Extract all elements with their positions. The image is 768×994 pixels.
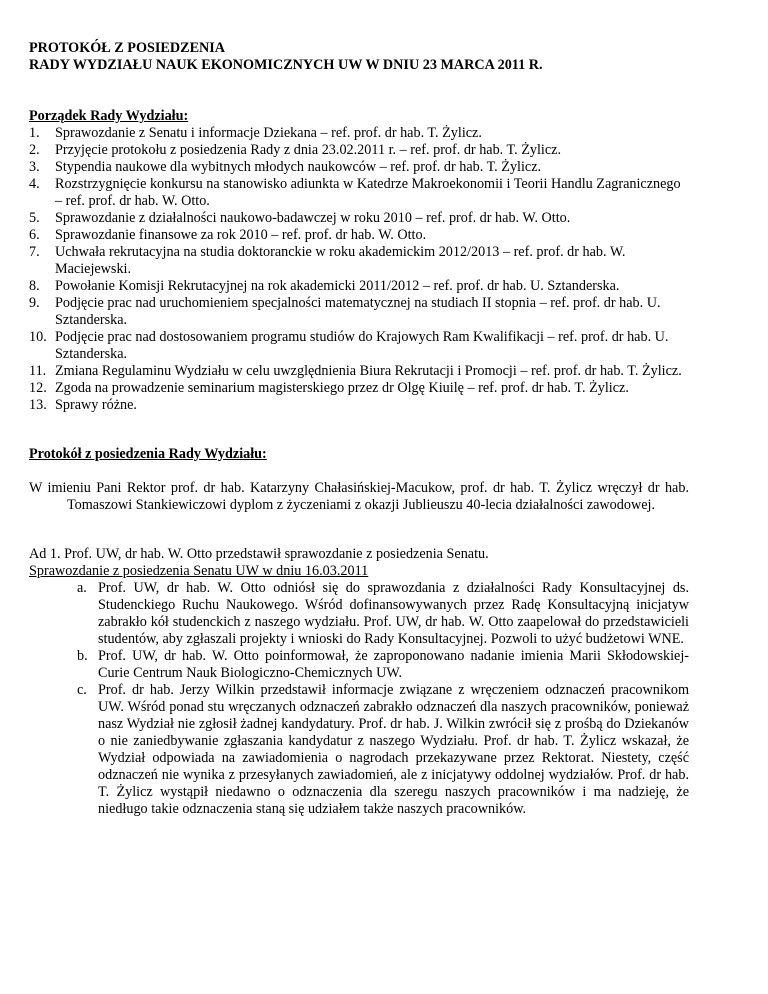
agenda-item-text: Podjęcie prac nad uruchomieniem specjalności matematycznej na studiach II stopnia – ref. prof. dr hab. U. Sztanderska.	[55, 295, 661, 328]
agenda-item	[29, 125, 689, 142]
senat-report-item	[77, 648, 689, 682]
senat-report-item-number: b.	[77, 648, 88, 664]
agenda-item	[29, 159, 689, 176]
agenda-item-number: 1.	[29, 125, 40, 141]
senat-report-item-number: c.	[77, 682, 87, 698]
senat-report-item-text: Prof. dr hab. Jerzy Wilkin przedstawił informacje związane z wręczeniem odznaczeń pracownikom UW. Wśród ponad stu wręczanych odznaczeń zabrakło odznaczeń dla naszych pracowników, ponieważ nasz Wydział nie zgłosił żadnej kandydatury. Prof. dr hab. J. Wilkin zwrócił się z prośbą do Dziekanów o nie zaniedbywanie zgłaszania kandydatur z naszego Wydziału. Prof. dr hab. T. Żylicz wskazał, że Wydział odpowiada na zawiadomienia o nagrodach przekazywane przez Rektorat. Niestety, część odznaczeń nie wynika z przesyłanych zawiadomień, ale z inicjatywy oddolnej wydziałów. Prof. dr hab. T. Żylicz wystąpił niedawno o odznaczenia dla szeregu naszych pracowników i ma nadzieję, że niedługo takie odznaczenia staną się udziałem także naszych pracowników.	[98, 682, 689, 817]
agenda-item	[29, 244, 689, 278]
agenda-item-number: 8.	[29, 278, 40, 294]
agenda-item-text: Sprawy różne.	[55, 397, 137, 413]
ad1-line: Ad 1. Prof. UW, dr hab. W. Otto przedstawił sprawozdanie z posiedzenia Senatu.	[29, 546, 489, 562]
document-title-line-1: PROTOKÓŁ Z POSIEDZENIA	[29, 40, 226, 56]
senat-report-item-text: Prof. UW, dr hab. W. Otto odniósł się do sprawozdania z działalności Rady Konsultacyjnej ds. Studenckiego Ruchu Naukowego. Wśród dofinansowywanych przez Radę Konsultacyjną inicjatyw zabrakło kół studenckich z naszego wydziału. Prof. UW, dr hab. W. Otto zaapelował do przedstawicieli studentów, aby zgłaszali projekty i wnioski do Rady Konsultacyjnej. Pozwoli to użyć budżetowi WNE.	[98, 580, 689, 647]
agenda-item-number: 5.	[29, 210, 40, 226]
agenda-item	[29, 380, 689, 397]
agenda-item-text: Powołanie Komisji Rekrutacyjnej na rok akademicki 2011/2012 – ref. prof. dr hab. U. Sztanderska.	[55, 278, 620, 294]
agenda-item-text: Rozstrzygnięcie konkursu na stanowisko adiunkta w Katedrze Makroekonomii i Teorii Handlu Zagranicznego – ref. prof. dr hab. W. Otto.	[55, 176, 681, 209]
agenda-item	[29, 397, 689, 414]
senat-report-list	[29, 580, 689, 818]
agenda-item-number: 12.	[29, 380, 47, 396]
agenda-item-number: 6.	[29, 227, 40, 243]
senat-report-item	[77, 580, 689, 648]
agenda-item-number: 10.	[29, 329, 47, 345]
agenda-item-text: Sprawozdanie z działalności naukowo-badawczej w roku 2010 – ref. prof. dr hab. W. Otto.	[55, 210, 571, 226]
agenda-item-text: Podjęcie prac nad dostosowaniem programu studiów do Krajowych Ram Kwalifikacji – ref. prof. dr hab. U. Sztanderska.	[55, 329, 669, 362]
senat-report-item-text: Prof. UW, dr hab. W. Otto poinformował, że zaproponowano nadanie imienia Marii Skłodowskiej-Curie Centrum Nauk Biologiczno-Chemicznych UW.	[98, 648, 689, 681]
document-page	[29, 40, 689, 818]
agenda-item-number: 11.	[29, 363, 47, 379]
senat-report-item-number: a.	[77, 580, 87, 596]
agenda-item	[29, 210, 689, 227]
agenda-item-number: 2.	[29, 142, 40, 158]
agenda-item-text: Sprawozdanie finansowe za rok 2010 – ref. prof. dr hab. W. Otto.	[55, 227, 427, 243]
agenda-list	[29, 125, 689, 414]
intro-paragraph: W imieniu Pani Rektor prof. dr hab. Katarzyny Chałasińskiej-Macukow, prof. dr hab. T. Żylicz wręczył dr hab. Tomaszowi Stankiewiczowi dyplom z życzeniami z okazji Jublieuszu 40-lecia działalności zawodowej.	[29, 480, 689, 513]
senat-report-item	[77, 682, 689, 818]
agenda-item-text: Zmiana Regulaminu Wydziału w celu uwzględnienia Biura Rekrutacji i Promocji – ref. prof. dr hab. T. Żylicz.	[55, 363, 682, 379]
agenda-item-text: Przyjęcie protokołu z posiedzenia Rady z dnia 23.02.2011 r. – ref. prof. dr hab. T. Żylicz.	[55, 142, 562, 158]
senat-report-heading: Sprawozdanie z posiedzenia Senatu UW w dniu 16.03.2011	[29, 563, 369, 579]
agenda-item-number: 3.	[29, 159, 40, 175]
document-title-line-2: RADY WYDZIAŁU NAUK EKONOMICZNYCH UW W DNIU 23 MARCA 2011 R.	[29, 57, 543, 73]
agenda-item-text: Zgoda na prowadzenie seminarium magisterskiego przez dr Olgę Kiuilę – ref. prof. dr hab. T. Żylicz.	[55, 380, 629, 396]
agenda-item	[29, 142, 689, 159]
agenda-item	[29, 227, 689, 244]
agenda-item-number: 4.	[29, 176, 40, 192]
agenda-item-text: Uchwała rekrutacyjna na studia doktoranckie w roku akademickim 2012/2013 – ref. prof. dr hab. W. Maciejewski.	[55, 244, 626, 277]
agenda-item	[29, 295, 689, 329]
agenda-heading: Porządek Rady Wydziału:	[29, 108, 189, 124]
agenda-item-number: 13.	[29, 397, 47, 413]
agenda-item	[29, 329, 689, 363]
agenda-item-text: Stypendia naukowe dla wybitnych młodych naukowców – ref. prof. dr hab. T. Żylicz.	[55, 159, 542, 175]
agenda-item	[29, 363, 689, 380]
agenda-item-text: Sprawozdanie z Senatu i informacje Dziekana – ref. prof. dr hab. T. Żylicz.	[55, 125, 482, 141]
agenda-item-number: 9.	[29, 295, 40, 311]
protocol-heading: Protokół z posiedzenia Rady Wydziału:	[29, 446, 267, 462]
agenda-item	[29, 176, 689, 210]
agenda-item-number: 7.	[29, 244, 40, 260]
agenda-item	[29, 278, 689, 295]
